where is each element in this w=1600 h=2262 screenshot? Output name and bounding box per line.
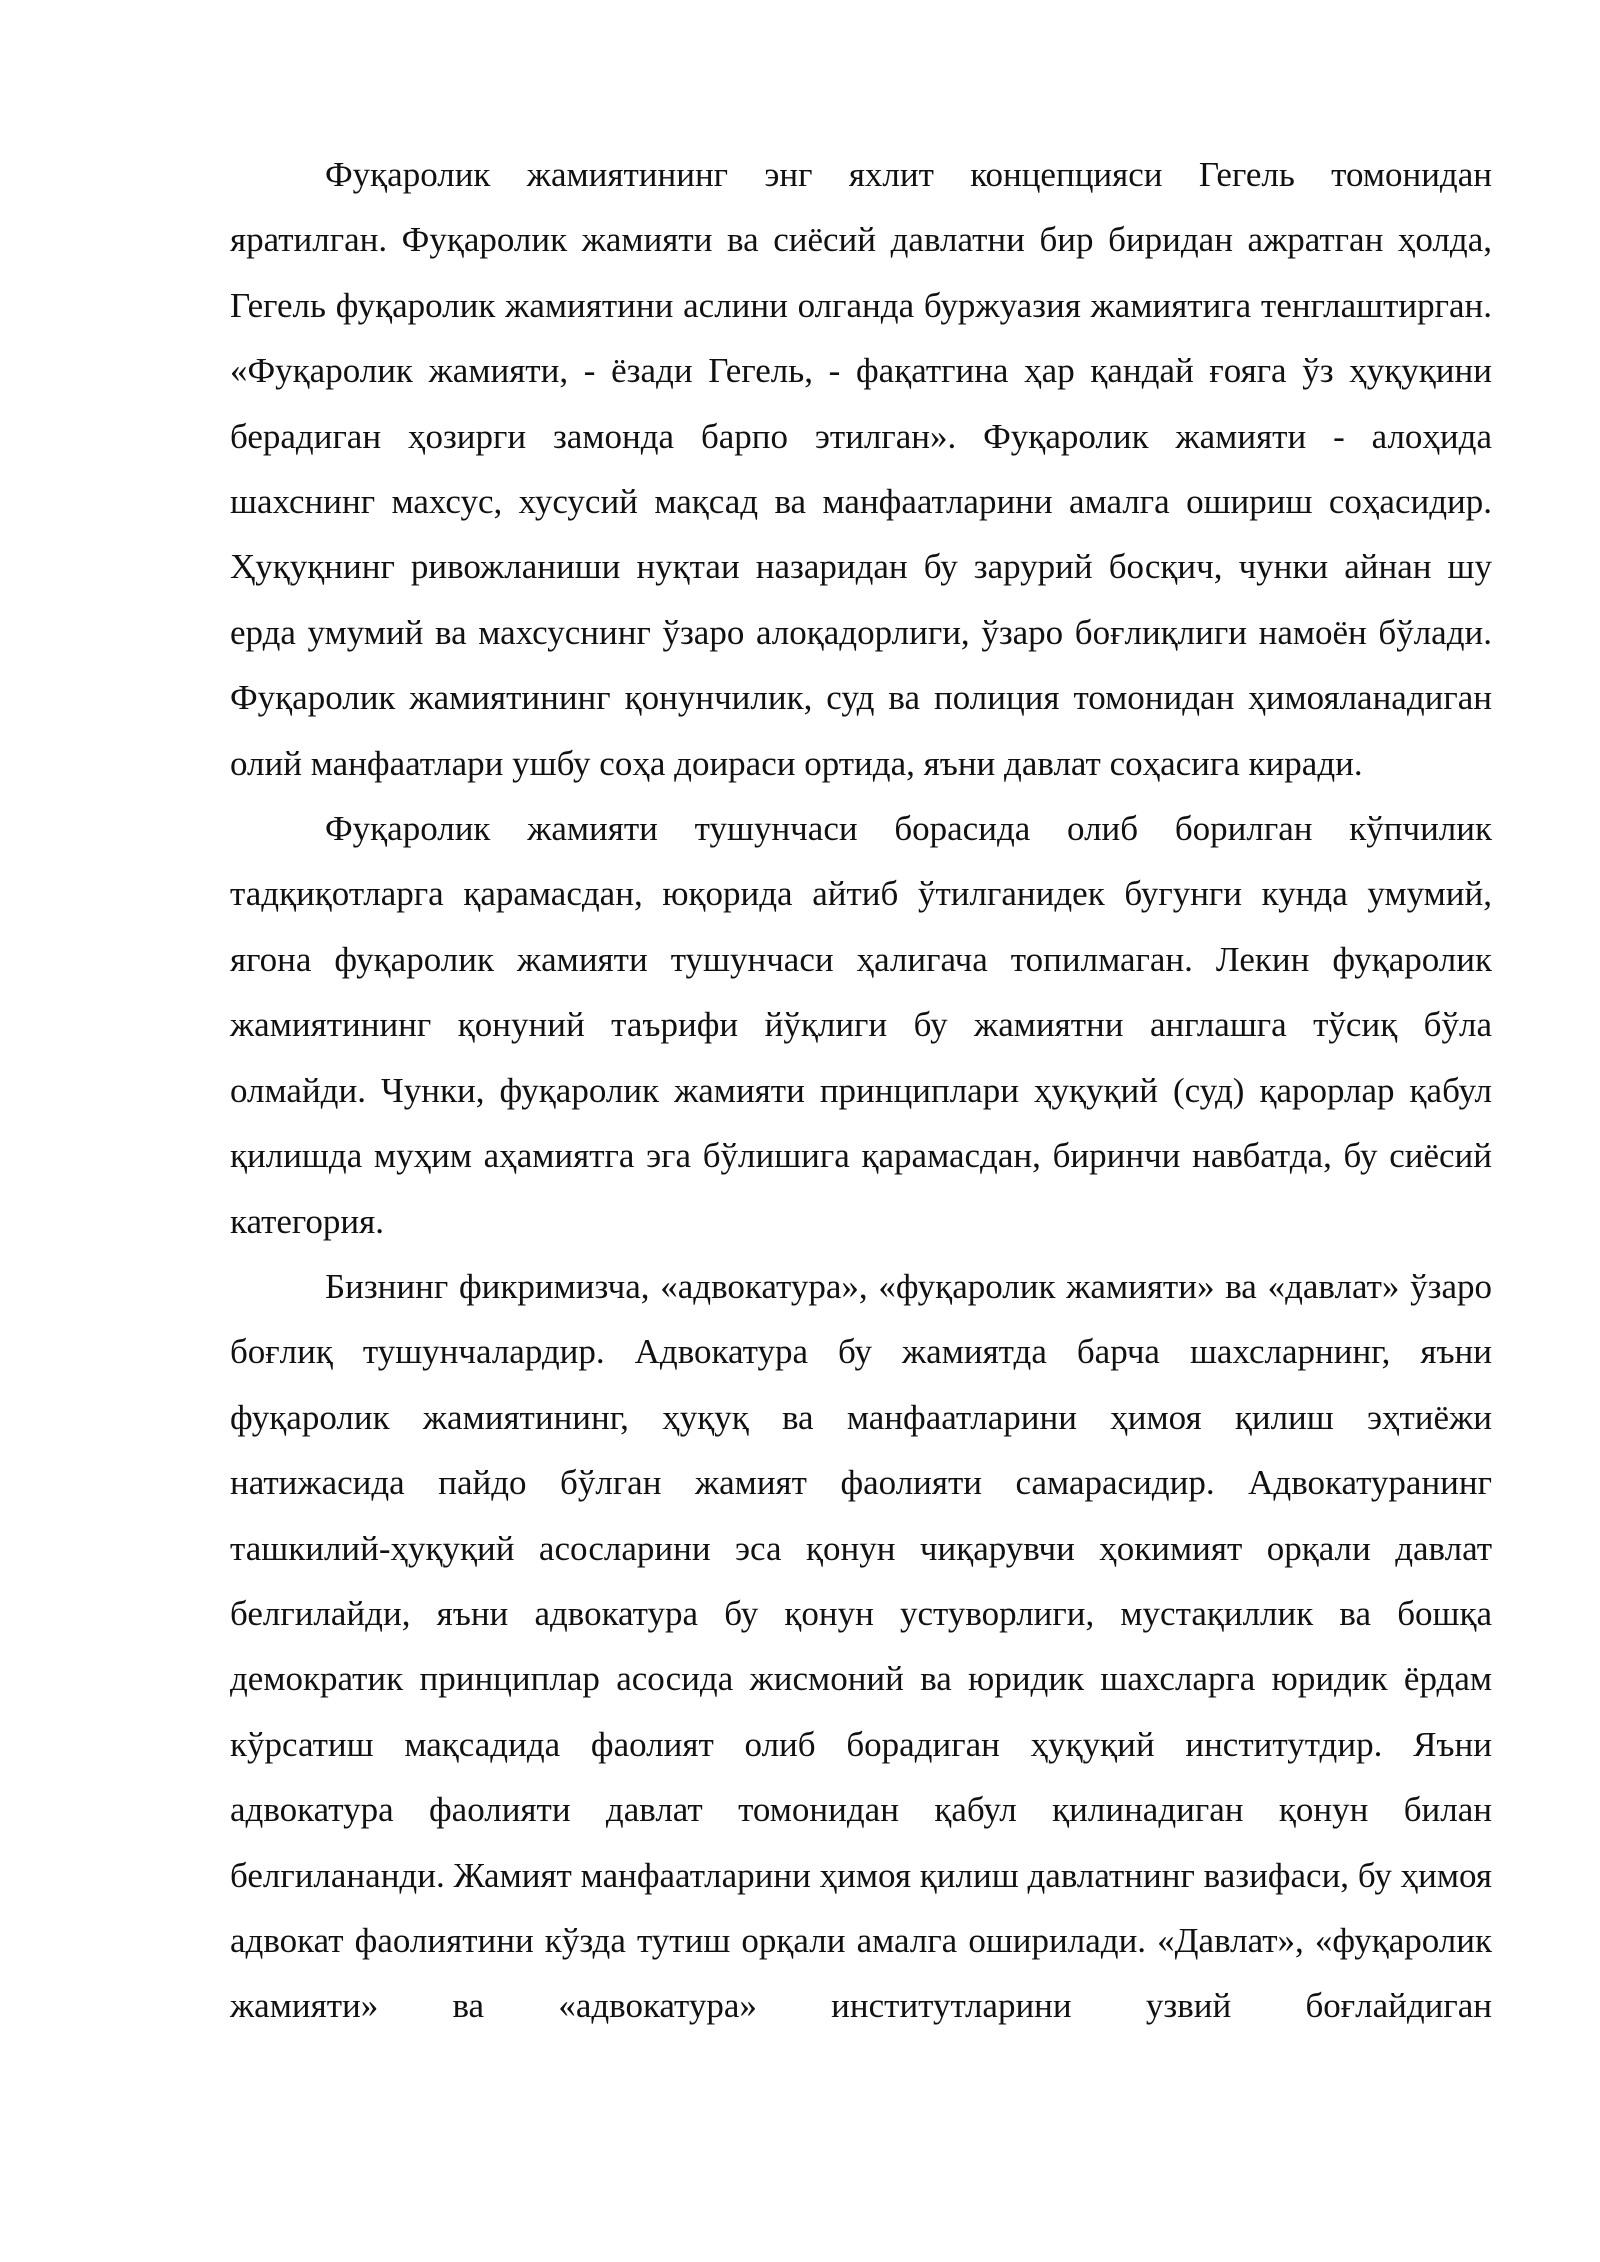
document-body xyxy=(230,142,1492,2039)
paragraph-3: Бизнинг фикримизча, «адвокатура», «фуқаролик жамияти» ва «давлат» ўзаро боғлиқ тушунчалардир. Адвокатура бу жамиятда барча шахсларнинг, яъни фуқаролик жамиятининг, ҳуқуқ ва манфаатларини ҳимоя қилиш эҳтиёжи натижасида пайдо бўлган жамият фаолияти самарасидир. Адвокатуранинг ташкилий-ҳуқуқий асосларини эса қонун чиқарувчи ҳокимият орқали давлат белгилайди, яъни адвокатура бу қонун устуворлиги, мустақиллик ва бошқа демократик принциплар асосида жисмоний ва юридик шахсларга юридик ёрдам кўрсатиш мақсадида фаолият олиб борадиган ҳуқуқий институтдир. Яъни адвокатура фаолияти давлат томонидан қабул қилинадиган қонун билан белгилананди. Жамият манфаатларини ҳимоя қилиш давлатнинг вазифаси, бу ҳимоя адвокат фаолиятини кўзда тутиш орқали амалга оширилади. «Давлат», «фуқаролик жамияти» ва «адвокатура» институтларини узвий боғлайдиган xyxy=(230,1266,1492,2026)
paragraph-2: Фуқаролик жамияти тушунчаси борасида олиб борилган кўпчилик тадқиқотларга қарамасдан, юқорида айтиб ўтилганидек бугунги кунда умумий, ягона фуқаролик жамияти тушунчаси ҳалигача топилмаган. Лекин фуқаролик жамиятининг қонуний таърифи йўқлиги бу жамиятни англашга тўсиқ бўла олмайди. Чунки, фуқаролик жамияти принциплари ҳуқуқий (суд) қарорлар қабул қилишда муҳим аҳамиятга эга бўлишига қарамасдан, биринчи навбатда, бу сиёсий категория. xyxy=(230,809,1492,1241)
paragraph-1: Фуқаролик жамиятининг энг яхлит концепцияси Гегель томонидан яратилган. Фуқаролик жамияти ва сиёсий давлатни бир биридан ажратган ҳолда, Гегель фуқаролик жамиятини аслини олганда буржуазия жамиятига тенглаштирган. «Фуқаролик жамияти, - ёзади Гегель, - фақатгина ҳар қандай ғояга ўз ҳуқуқини берадиган ҳозирги замонда барпо этилган». Фуқаролик жамияти - алоҳида шахснинг махсус, хусусий мақсад ва манфаатларини амалга ошириш соҳасидир. Ҳуқуқнинг ривожланиши нуқтаи назаридан бу зарурий босқич, чунки айнан шу ерда умумий ва махсуснинг ўзаро алоқадорлиги, ўзаро боғлиқлиги намоён бўлади. Фуқаролик жамиятининг қонунчилик, суд ва полиция томонидан ҳимояланадиган олий манфаатлари ушбу соҳа доираси ортида, яъни давлат соҳасига киради. xyxy=(230,155,1492,783)
